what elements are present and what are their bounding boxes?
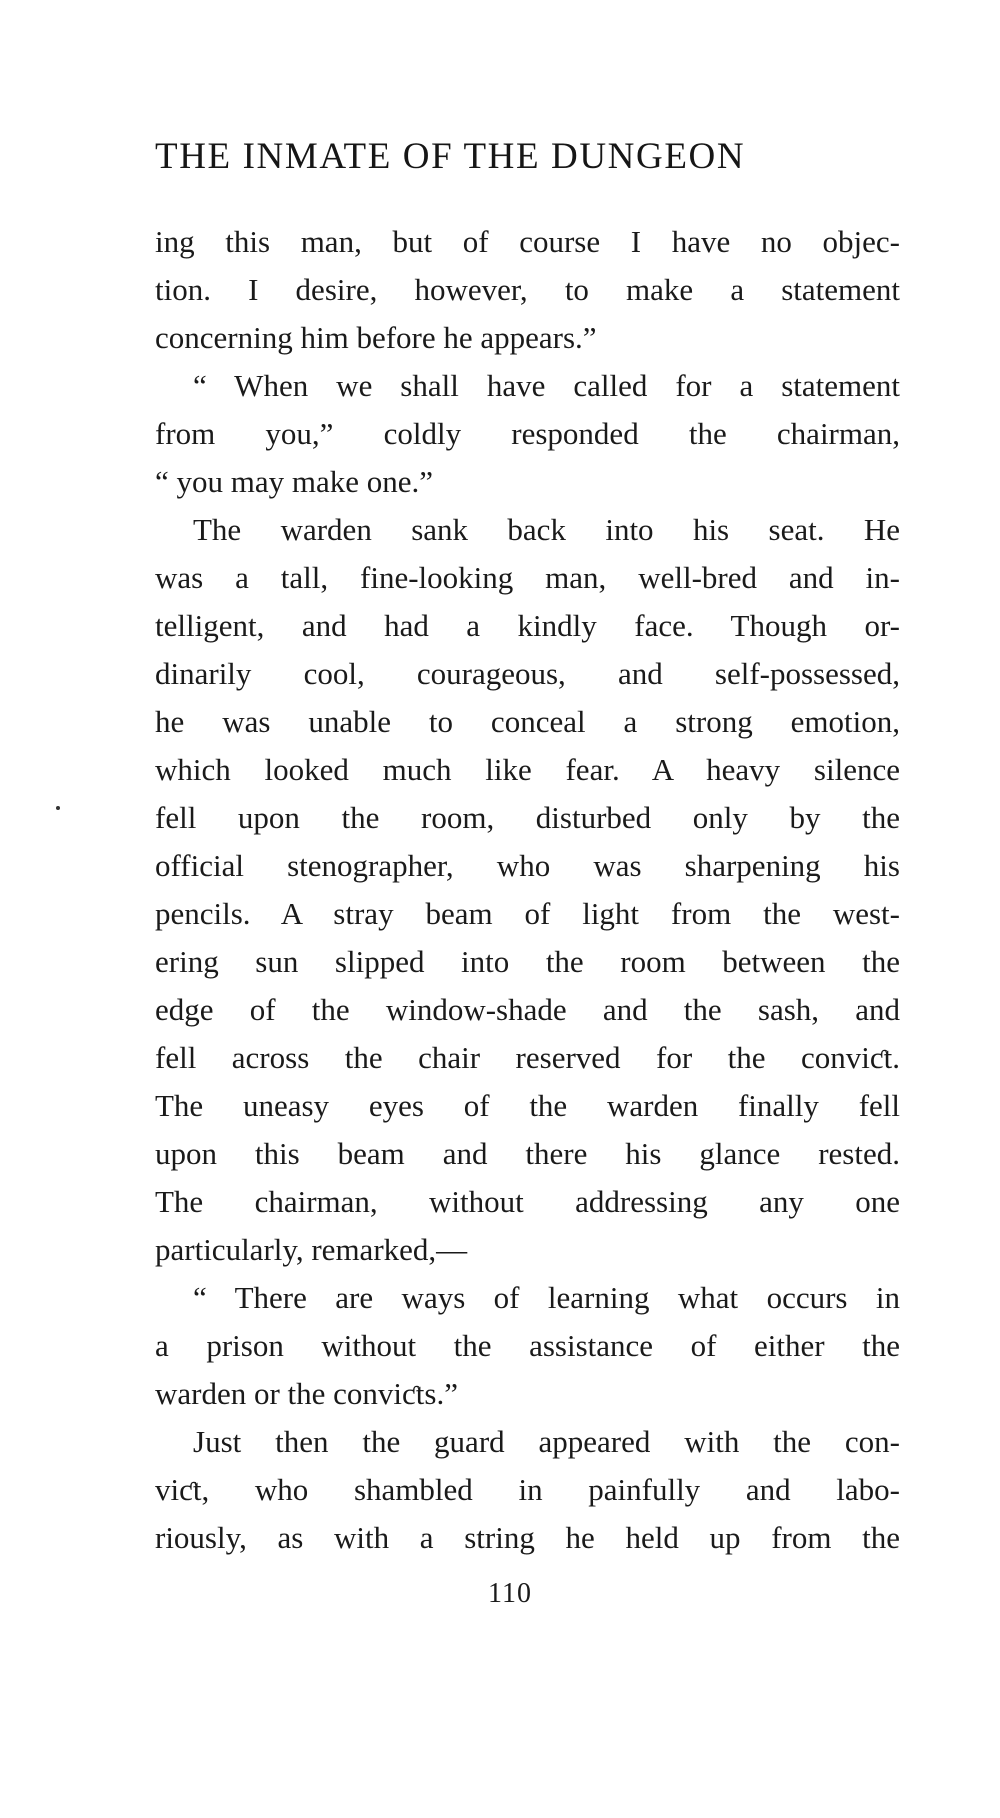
- text-line: official stenographer, who was sharpening his: [155, 848, 900, 883]
- text-line: telligent, and had a kindly face. Though or-: [155, 608, 900, 643]
- text-line: warden or the conviƈts.”: [155, 1376, 458, 1411]
- body-text: [155, 218, 900, 1562]
- text-line: riously, as with a string he held up from the: [155, 1520, 900, 1555]
- text-line: concerning him before he appears.”: [155, 320, 597, 355]
- running-head: THE INMATE OF THE DUNGEON: [155, 136, 746, 177]
- text-line: Just then the guard appeared with the con-: [193, 1424, 900, 1459]
- text-line: ering sun slipped into the room between the: [155, 944, 900, 979]
- text-line: which looked much like fear. A heavy silence: [155, 752, 900, 787]
- text-line: fell upon the room, disturbed only by the: [155, 800, 900, 835]
- text-line: edge of the window-shade and the sash, and: [155, 992, 900, 1027]
- text-line: The chairman, without addressing any one: [155, 1184, 900, 1219]
- text-line: dinarily cool, courageous, and self-possessed,: [155, 656, 900, 691]
- text-line: upon this beam and there his glance rested.: [155, 1136, 900, 1171]
- text-line: “ you may make one.”: [155, 464, 434, 499]
- text-line: was a tall, fine-looking man, well-bred and in-: [155, 560, 900, 595]
- page-number: 110: [488, 1578, 532, 1609]
- margin-speck: [56, 806, 60, 810]
- text-line: particularly, remarked,—: [155, 1232, 468, 1267]
- text-line: The warden sank back into his seat. He: [193, 512, 900, 547]
- text-line: tion. I desire, however, to make a statement: [155, 272, 900, 307]
- text-line: pencils. A stray beam of light from the west-: [155, 896, 900, 931]
- text-line: from you,” coldly responded the chairman,: [155, 416, 900, 451]
- text-line: he was unable to conceal a strong emotion,: [155, 704, 900, 739]
- text-line: a prison without the assistance of either the: [155, 1328, 900, 1363]
- text-line: “ When we shall have called for a statement: [193, 368, 900, 403]
- text-line: The uneasy eyes of the warden finally fell: [155, 1088, 900, 1123]
- text-line: ing this man, but of course I have no objec-: [155, 224, 900, 259]
- text-line: “ There are ways of learning what occurs in: [193, 1280, 900, 1315]
- text-line: viƈt, who shambled in painfully and labo-: [155, 1472, 900, 1507]
- text-line: fell across the chair reserved for the conviƈt.: [155, 1040, 900, 1075]
